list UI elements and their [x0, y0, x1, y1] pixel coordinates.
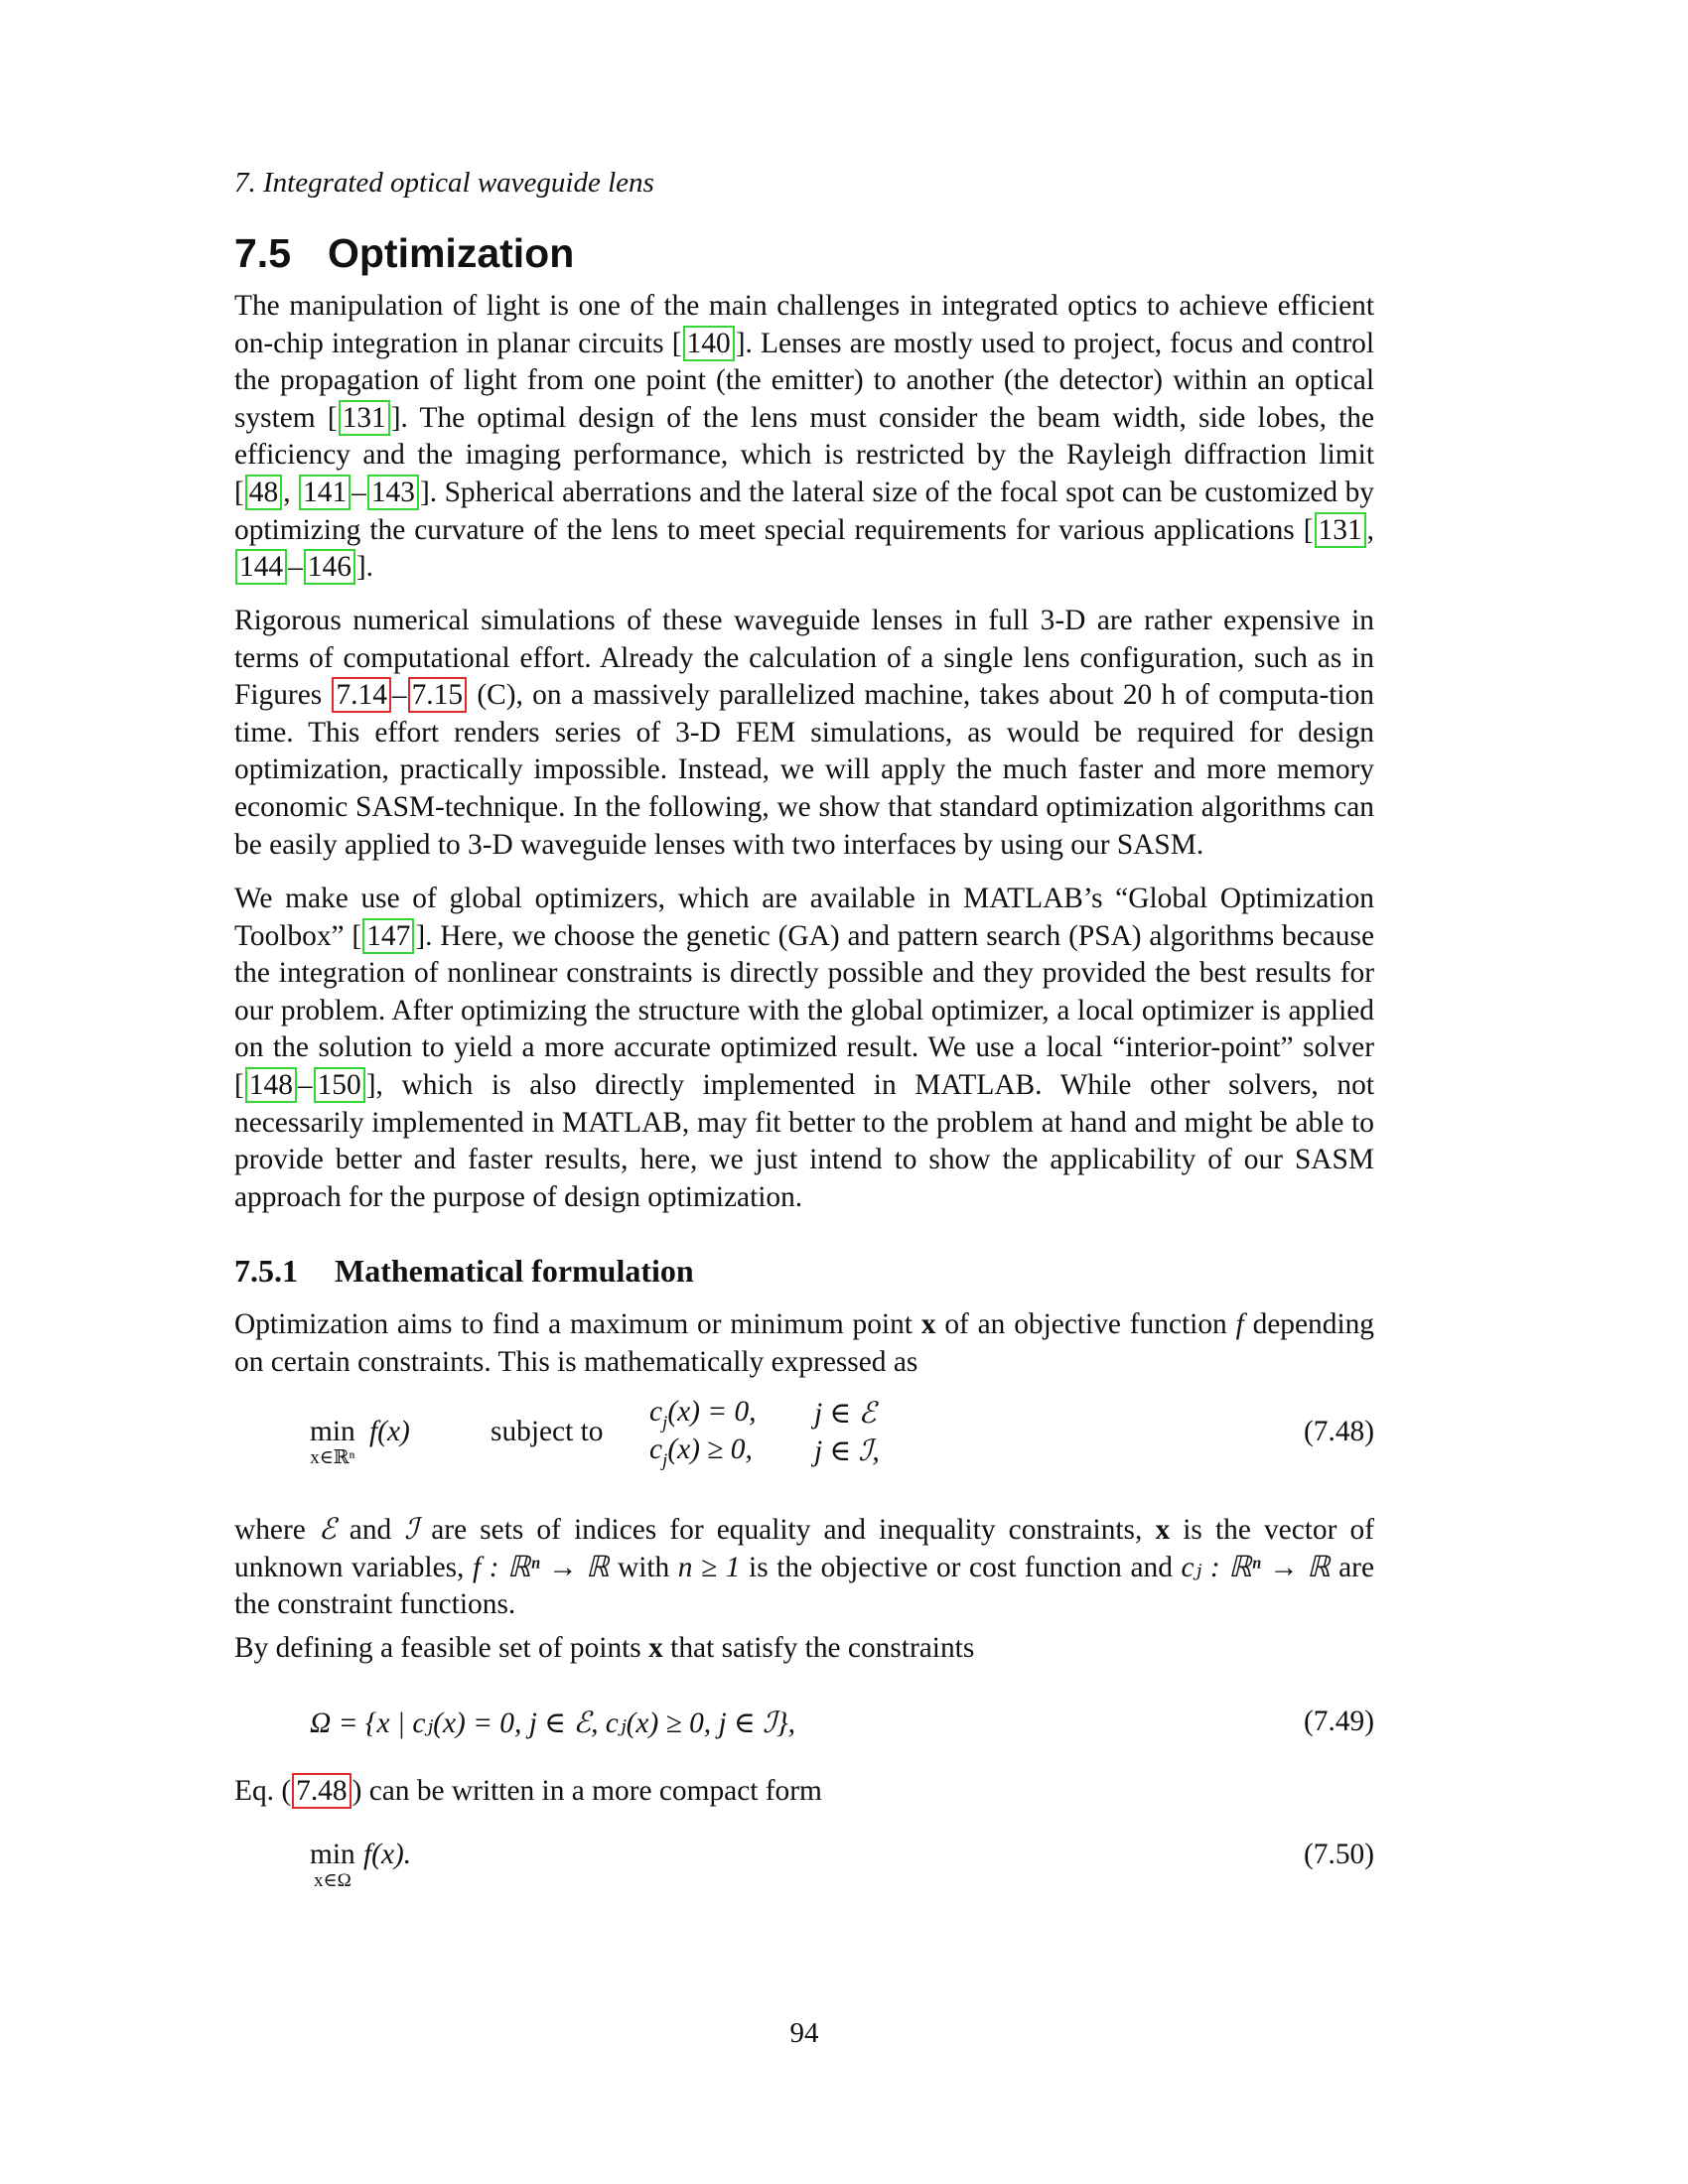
constraint-inequality: $c_j(x) \ge 0$, — [649, 1433, 753, 1471]
section-title-text: Optimization — [328, 230, 575, 276]
min-operator: min x∈ℝⁿ — [310, 1416, 355, 1468]
section-title — [234, 230, 574, 277]
subsection-title-text: Mathematical formulation — [335, 1253, 694, 1289]
citation-link[interactable]: 131 — [339, 400, 390, 436]
citation-link[interactable]: 148 — [245, 1067, 297, 1103]
equation-number: (7.48) — [1303, 1416, 1374, 1447]
constraint-equality: $c_j(x) = 0$, — [649, 1396, 757, 1433]
equation-7-48: min x∈ℝⁿ f(x) subject to $c_j(x) = 0$, j ∈ ℰ $c_j(x) \ge 0$, j ∈ ℐ, (7.48) — [310, 1396, 1374, 1471]
running-head: 7. Integrated optical waveguide lens — [234, 167, 654, 199]
equation-reference-link[interactable]: 7.48 — [292, 1773, 351, 1809]
paragraph-6: By defining a feasible set of points x that satisfy the constraints — [234, 1632, 975, 1664]
min-operator: min x∈Ω — [310, 1839, 355, 1891]
equation-7-50: min x∈Ω f(x). (7.50) — [310, 1839, 1374, 1891]
citation-link[interactable]: 48 — [245, 475, 282, 510]
paragraph-7: Eq. ( 7.48 ) can be written in a more compact form — [234, 1775, 822, 1807]
figure-reference-link[interactable]: 7.14 — [332, 677, 390, 713]
equation-number: (7.49) — [1303, 1706, 1374, 1737]
citation-link[interactable]: 144 — [235, 549, 287, 585]
equation-7-49: Ω = {x | cⱼ(x) = 0, j ∈ ℰ, cⱼ(x) ≥ 0, j ∈ ℐ}, (7.49) — [310, 1706, 1374, 1739]
paragraph-3: We make use of global optimizers, which are available in MATLAB’s “Global Optimization Toolbox” [ 147 ]. Here, we choose the genetic (GA) and pattern search (PSA) algorithms because the integration of nonlinear constraints is directly possible and they provided the best results for our problem. After optimizing the structure with the global optimizer, a local optimizer is applied on the solution to yield a more accurate optimized result. We use a local “interior-point” solver [ 148 – 150 ], which is also directly implemented in MATLAB. While other solvers, not necessarily implemented in MATLAB, may fit better to the problem at hand and might be able to provide better and faster results, here, we just intend to show the applicability of our SASM approach for the purpose of design optimization. — [234, 883, 1374, 1213]
subsection-title — [234, 1253, 694, 1290]
citation-link[interactable]: 150 — [314, 1067, 365, 1103]
citation-link[interactable]: 146 — [304, 549, 355, 585]
citation-link[interactable]: 141 — [299, 475, 351, 510]
equation-number: (7.50) — [1303, 1839, 1374, 1870]
figure-reference-link[interactable]: 7.15 — [408, 677, 467, 713]
section-number: 7.5 — [234, 230, 291, 276]
paragraph-4: Optimization aims to find a maximum or minimum point x of an objective function f depending on certain constraints. This is mathematically expressed as — [234, 1308, 1374, 1378]
citation-link[interactable]: 140 — [683, 326, 735, 361]
citation-link[interactable]: 143 — [367, 475, 419, 510]
citation-link[interactable]: 147 — [362, 918, 414, 954]
page-number: 94 — [789, 2017, 819, 2049]
subject-to-label: subject to — [491, 1416, 604, 1447]
subsection-number: 7.5.1 — [234, 1253, 298, 1289]
citation-link[interactable]: 131 — [1315, 512, 1366, 548]
paragraph-5: where ℰ and ℐ are sets of indices for equality and inequality constraints, x is the vector of unknown variables, f : ℝⁿ → ℝ with n ≥ 1 is the objective or cost function and cⱼ : ℝⁿ → ℝ are the constraint functions. — [234, 1512, 1374, 1621]
paragraph-2: Rigorous numerical simulations of these waveguide lenses in full 3-D are rather expensive in terms of computational effort. Already the calculation of a single lens configuration, such as in Figures 7.14 – 7.15 (C), on a massively parallelized machine, takes about 20 h of computa-tion time. This effort renders series of 3-D FEM simulations, as would be required for design optimization, practically impossible. Instead, we will apply the much faster and more memory economic SASM-technique. In the following, we show that standard optimization algorithms can be easily applied to 3-D waveguide lenses with two interfaces by using our SASM. — [234, 605, 1374, 861]
paragraph-1: The manipulation of light is one of the main challenges in integrated optics to achieve efficient on-chip integration in planar circuits [ 140 ]. Lenses are mostly used to project, focus and control the propagation of light from one point (the emitter) to another (the detector) within an optical system [ 131 ]. The optimal design of the lens must consider the beam width, side lobes, the efficiency and the imaging performance, which is restricted by the Rayleigh diffraction limit [ 48 , 141 – 143 ]. Spherical aberrations and the lateral size of the focal spot can be customized by optimizing the curvature of the lens to meet special requirements for various applications [ 131 , 144 – 146 ]. — [234, 290, 1375, 584]
